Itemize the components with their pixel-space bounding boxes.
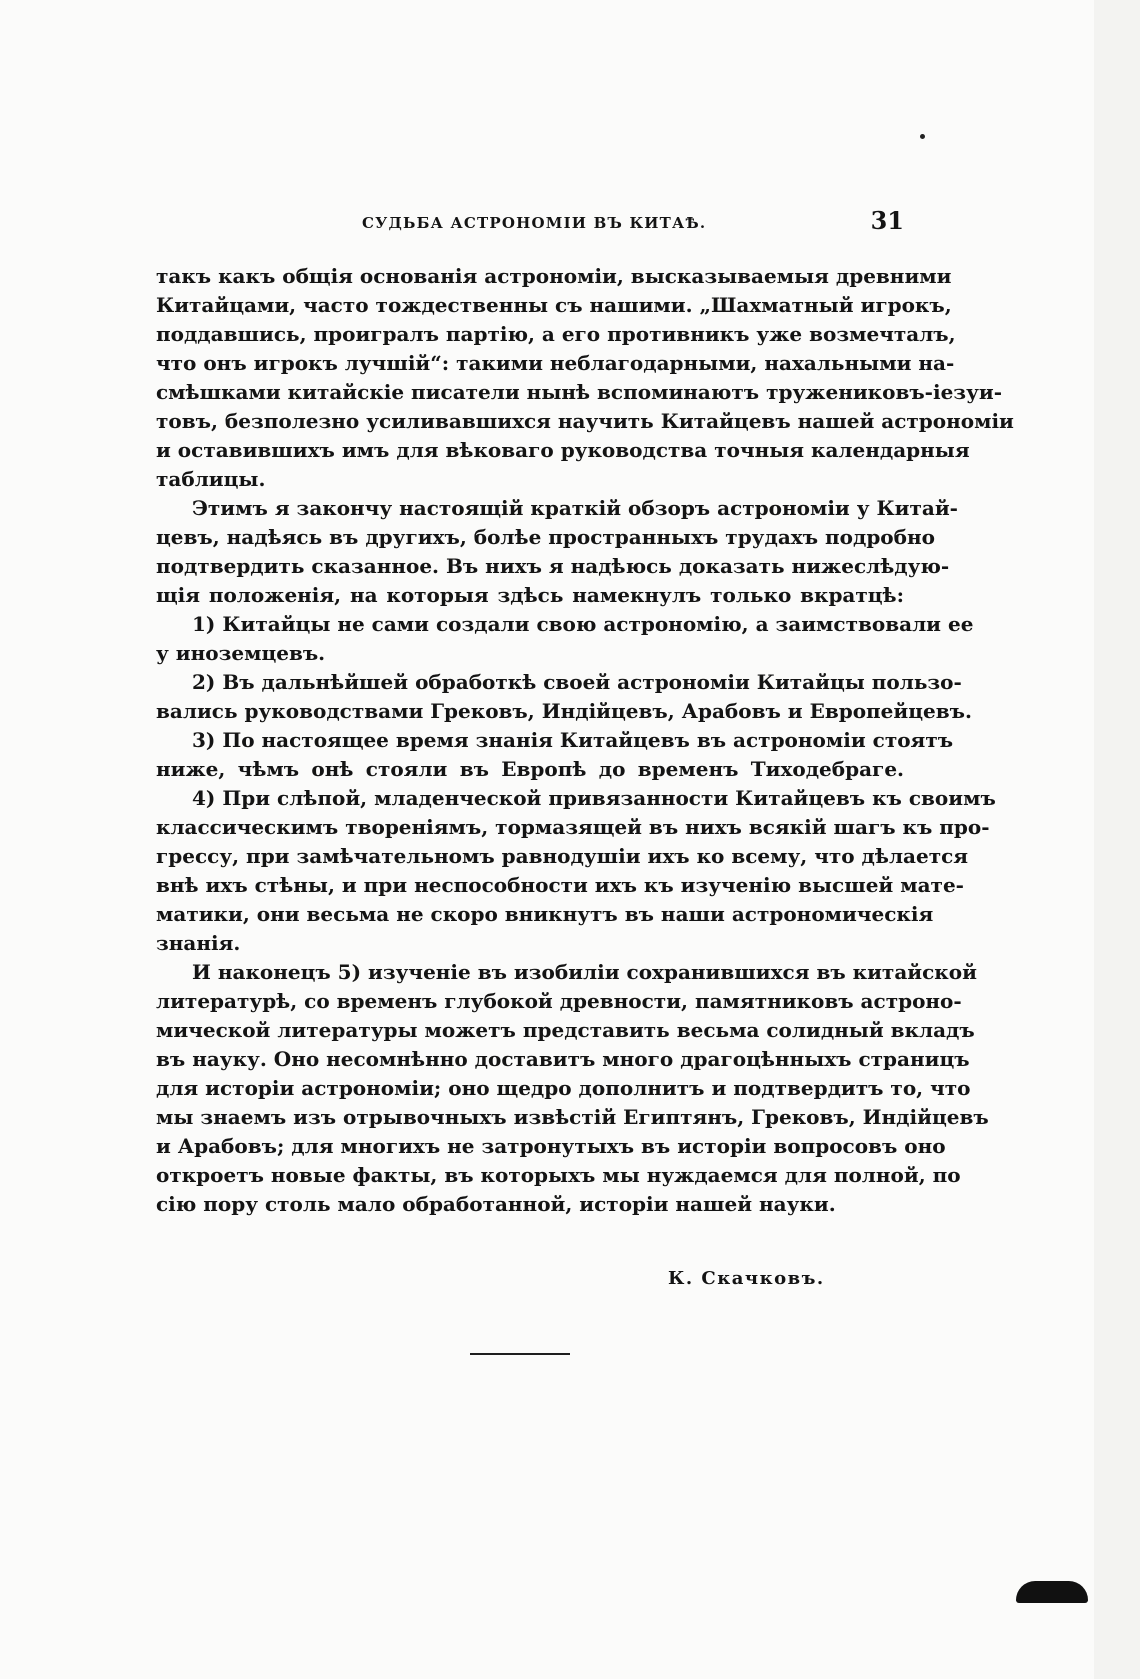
text-line: грессу, при замѣчательномъ равнодушіи ихъ ко всему, что дѣлается bbox=[156, 844, 969, 868]
text-line: мы знаемъ изъ отрывочныхъ извѣстій Египтянъ, Грековъ, Индійцевъ bbox=[156, 1105, 989, 1129]
text-line: классическимъ твореніямъ, тормазящей въ нихъ всякій шагъ къ про- bbox=[156, 815, 990, 839]
scan-mark bbox=[1016, 1581, 1088, 1603]
text-line: мической литературы можетъ представить весьма солидный вкладъ bbox=[156, 1018, 975, 1042]
running-head: СУДЬБА АСТРОНОМІИ ВЪ КИТАѢ. bbox=[362, 214, 707, 232]
text-line: смѣшками китайскіе писатели нынѣ вспоминаютъ тружениковъ-іезуи- bbox=[156, 380, 1003, 404]
text-line: товъ, безполезно усиливавшихся научить Китайцевъ нашей астрономіи bbox=[156, 409, 1014, 433]
end-rule bbox=[470, 1353, 570, 1355]
text-line: И наконецъ 5) изученіе въ изобиліи сохранившихся въ китайской bbox=[192, 960, 977, 984]
text-line: что онъ игрокъ лучшій“: такими неблагодарными, нахальными на- bbox=[156, 351, 955, 375]
text-line: 2) Въ дальнѣйшей обработкѣ своей астрономіи Китайцы пользо- bbox=[192, 670, 962, 694]
text-line: вались руководствами Грековъ, Индійцевъ, Арабовъ и Европейцевъ. bbox=[156, 699, 972, 723]
scan-edge bbox=[1094, 0, 1140, 1679]
text-line: и Арабовъ; для многихъ не затронутыхъ въ исторіи вопросовъ оно bbox=[156, 1134, 946, 1158]
text-line: Этимъ я закончу настоящій краткій обзоръ астрономіи у Китай- bbox=[192, 496, 958, 520]
text-line: цевъ, надѣясь въ другихъ, болѣе пространныхъ трудахъ подробно bbox=[156, 525, 935, 549]
text-line: и оставившихъ имъ для вѣковаго руководства точныя календарныя bbox=[156, 438, 970, 462]
text-line: 1) Китайцы не сами создали свою астрономію, а заимствовали ее bbox=[192, 612, 974, 636]
text-line: Китайцами, часто тождественны съ нашими. „Шахматный игрокъ, bbox=[156, 293, 952, 317]
page-number: 31 bbox=[870, 206, 904, 235]
text-line: литературѣ, со временъ глубокой древности, памятниковъ астроно- bbox=[156, 989, 962, 1013]
text-line: въ науку. Оно несомнѣнно доставитъ много драгоцѣнныхъ страницъ bbox=[156, 1047, 970, 1071]
text-line: откроетъ новые факты, въ которыхъ мы нуждаемся для полной, по bbox=[156, 1163, 961, 1187]
page-header bbox=[156, 206, 904, 236]
author-signature: К. Скачковъ. bbox=[668, 1268, 825, 1289]
text-line: у иноземцевъ. bbox=[156, 641, 326, 665]
text-line: для исторіи астрономіи; оно щедро дополнитъ и подтвердитъ то, что bbox=[156, 1076, 971, 1100]
text-line: подтвердить сказанное. Въ нихъ я надѣюсь доказать нижеслѣдую- bbox=[156, 554, 950, 578]
text-line: сію пору столь мало обработанной, исторіи нашей науки. bbox=[156, 1192, 836, 1216]
scan-speck bbox=[920, 134, 925, 139]
text-line: 4) При слѣпой, младенческой привязанности Китайцевъ къ своимъ bbox=[192, 786, 996, 810]
text-line: 3) По настоящее время знанія Китайцевъ въ астрономіи стоятъ bbox=[192, 728, 954, 752]
text-line: знанія. bbox=[156, 931, 241, 955]
body-text bbox=[156, 262, 1014, 1219]
text-line: поддавшись, проигралъ партію, а его противникъ уже возмечталъ, bbox=[156, 322, 956, 346]
text-line: матики, они весьма не скоро вникнутъ въ наши астрономическія bbox=[156, 902, 934, 926]
text-line: таблицы. bbox=[156, 467, 266, 491]
text-line: такъ какъ общія основанія астрономіи, высказываемыя древними bbox=[156, 264, 952, 288]
text-line: внѣ ихъ стѣны, и при неспособности ихъ къ изученію высшей мате- bbox=[156, 873, 964, 897]
text-line: ниже, чѣмъ онѣ стояли въ Европѣ до временъ Тиходебраге. bbox=[156, 757, 904, 781]
text-line: щія положенія, на которыя здѣсь намекнулъ только вкратцѣ: bbox=[156, 583, 904, 607]
